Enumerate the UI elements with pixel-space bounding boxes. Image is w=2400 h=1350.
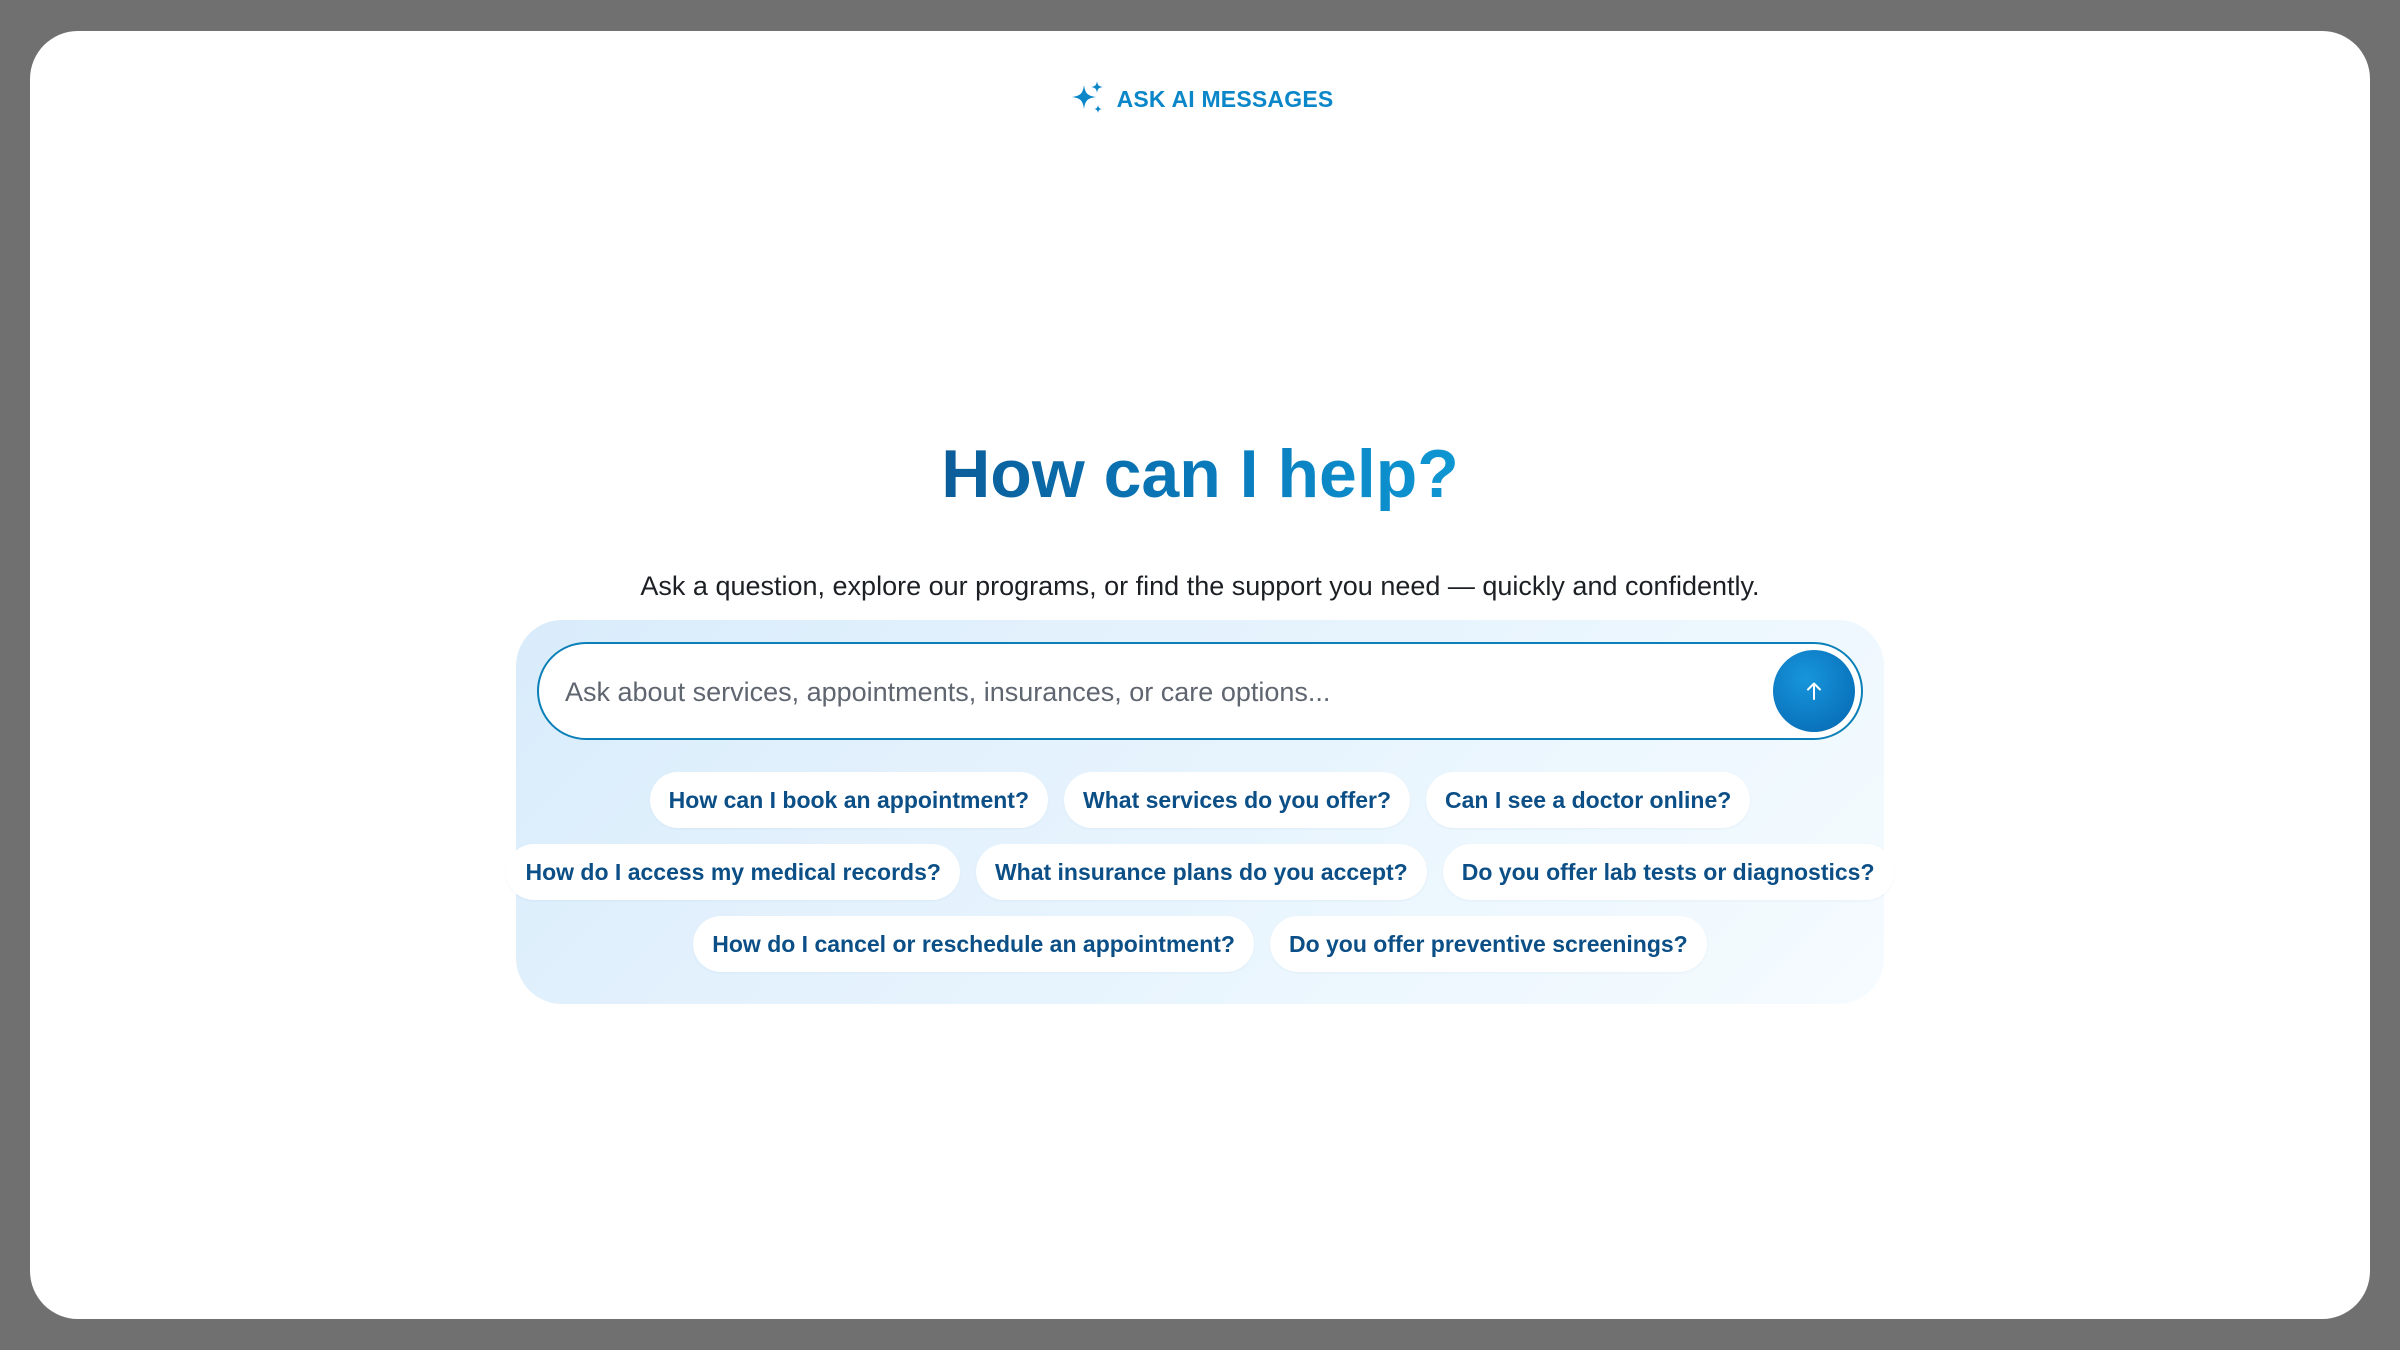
suggestion-chip[interactable]: Can I see a doctor online?: [1426, 772, 1750, 828]
suggestion-chip[interactable]: What insurance plans do you accept?: [976, 844, 1427, 900]
suggestion-row: [516, 844, 1884, 900]
brand-label: ASK AI MESSAGES: [1116, 85, 1334, 112]
search-field: [537, 642, 1863, 740]
app-window: [30, 31, 2370, 1319]
arrow-up-icon: [1803, 680, 1825, 702]
suggestion-chip[interactable]: How do I access my medical records?: [506, 844, 959, 900]
page-title: [30, 429, 2370, 519]
suggestion-row: [516, 916, 1884, 972]
suggestion-row: [516, 772, 1884, 828]
ask-panel: [516, 620, 1884, 1004]
suggestion-chip[interactable]: How can I book an appointment?: [650, 772, 1048, 828]
suggestion-chip[interactable]: How do I cancel or reschedule an appointment?: [693, 916, 1254, 972]
suggestion-chips: [516, 772, 1884, 988]
search-input[interactable]: [563, 644, 1727, 740]
send-button[interactable]: [1773, 650, 1855, 732]
brand-header: [30, 79, 2370, 119]
suggestion-chip[interactable]: Do you offer preventive screenings?: [1270, 916, 1707, 972]
page-title-text: How can I help?: [941, 436, 1459, 512]
suggestion-chip[interactable]: Do you offer lab tests or diagnostics?: [1443, 844, 1894, 900]
page-subtitle: Ask a question, explore our programs, or find the support you need — quickly and confidently.: [640, 571, 1760, 601]
sparkles-icon: [1067, 79, 1107, 119]
suggestion-chip[interactable]: What services do you offer?: [1064, 772, 1410, 828]
